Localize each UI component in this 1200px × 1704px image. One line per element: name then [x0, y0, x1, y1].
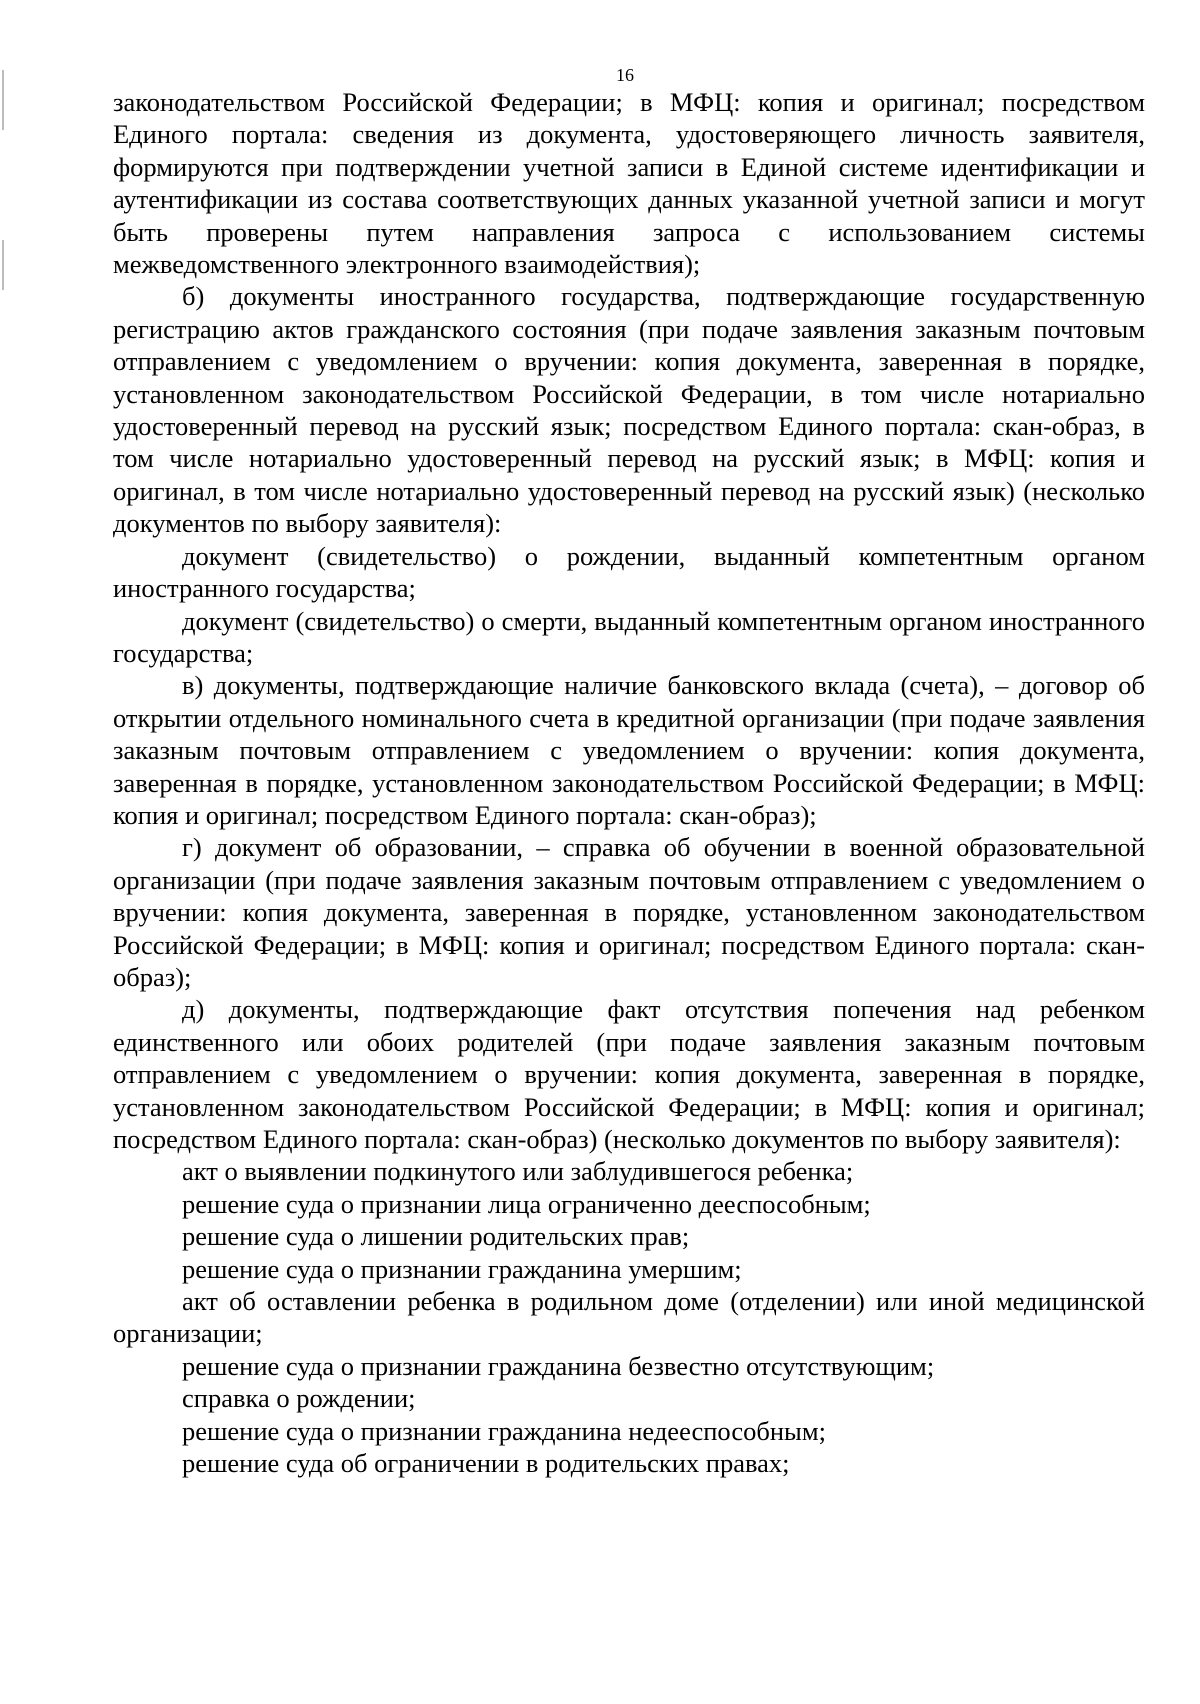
list-item: акт о выявлении подкинутого или заблудившегося ребенка; [182, 1156, 854, 1187]
scan-margin-mark [2, 240, 4, 290]
list-item: решение суда о признании лица ограниченно дееспособным; [182, 1188, 871, 1219]
list-item: справка о рождении; [182, 1383, 416, 1414]
paragraph-item-d: д) документы, подтверждающие факт отсутствия попечения над ребенком единственного или обоих родителей (при подаче заявления заказным почтовым отправлением с уведомлением о вручении: копия документа, заверенная в порядке, установленном законодательством Российской Федерации; в МФЦ: копия и оригинал; посредством Единого портала: скан-образ) (несколько документов по выбору заявителя): [113, 994, 1145, 1154]
list-item: решение суда о лишении родительских прав; [182, 1221, 690, 1252]
list-item: решение суда о признании гражданина умершим; [182, 1253, 742, 1284]
document-body [113, 86, 1145, 1479]
list-item: акт об оставлении ребенка в родильном доме (отделении) или иной медицинской организации; [113, 1286, 1145, 1349]
paragraph-birth-certificate: документ (свидетельство) о рождении, выданный компетентным органом иностранного государства; [113, 540, 1145, 604]
paragraph-item-v: в) документы, подтверждающие наличие банковского вклада (счета), – договор об открытии отдельного номинального счета в кредитной организации (при подаче заявления заказным почтовым отправлением с уведомлением о вручении: копия документа, заверенная в порядке, установленном законодательством Российской Федерации; в МФЦ: копия и оригинал; посредством Единого портала: скан-образ); [113, 670, 1145, 830]
list-item: решение суда о признании гражданина недееспособным; [182, 1415, 826, 1446]
list-item: решение суда о признании гражданина безвестно отсутствующим; [182, 1350, 935, 1381]
paragraph-item-g: г) документ об образовании, – справка об обучении в военной образовательной организации (при подаче заявления заказным почтовым отправлением с уведомлением о вручении: копия документа, заверенная в порядке, установленном законодательством Российской Федерации; в МФЦ: копия и оригинал; посредством Единого портала: скан-образ); [113, 832, 1145, 992]
paragraph-death-certificate: документ (свидетельство) о смерти, выданный компетентным органом иностранного государства; [113, 605, 1145, 668]
page-number: 16 [616, 65, 634, 85]
paragraph-continuation: законодательством Российской Федерации; в МФЦ: копия и оригинал; посредством Единого портала: сведения из документа, удостоверяющего личность заявителя, формируются при подтверждении учетной записи в Единой системе идентификации и аутентификации из состава соответствующих данных указанной учетной записи и могут быть проверены путем направления запроса с использованием системы межведомственного электронного взаимодействия); [113, 87, 1145, 280]
paragraph-item-b: б) документы иностранного государства, подтверждающие государственную регистрацию актов гражданского состояния (при подаче заявления заказным почтовым отправлением с уведомлением о вручении: копия документа, заверенная в порядке, установленном законодательством Российской Федерации, в том числе нотариально удостоверенный перевод на русский язык; посредством Единого портала: скан-образ, в том числе нотариально удостоверенный перевод на русский язык; в МФЦ: копия и оригинал, в том числе нотариально удостоверенный перевод на русский язык) (несколько документов по выбору заявителя): [113, 281, 1145, 539]
list-item: решение суда об ограничении в родительских правах; [182, 1448, 790, 1479]
